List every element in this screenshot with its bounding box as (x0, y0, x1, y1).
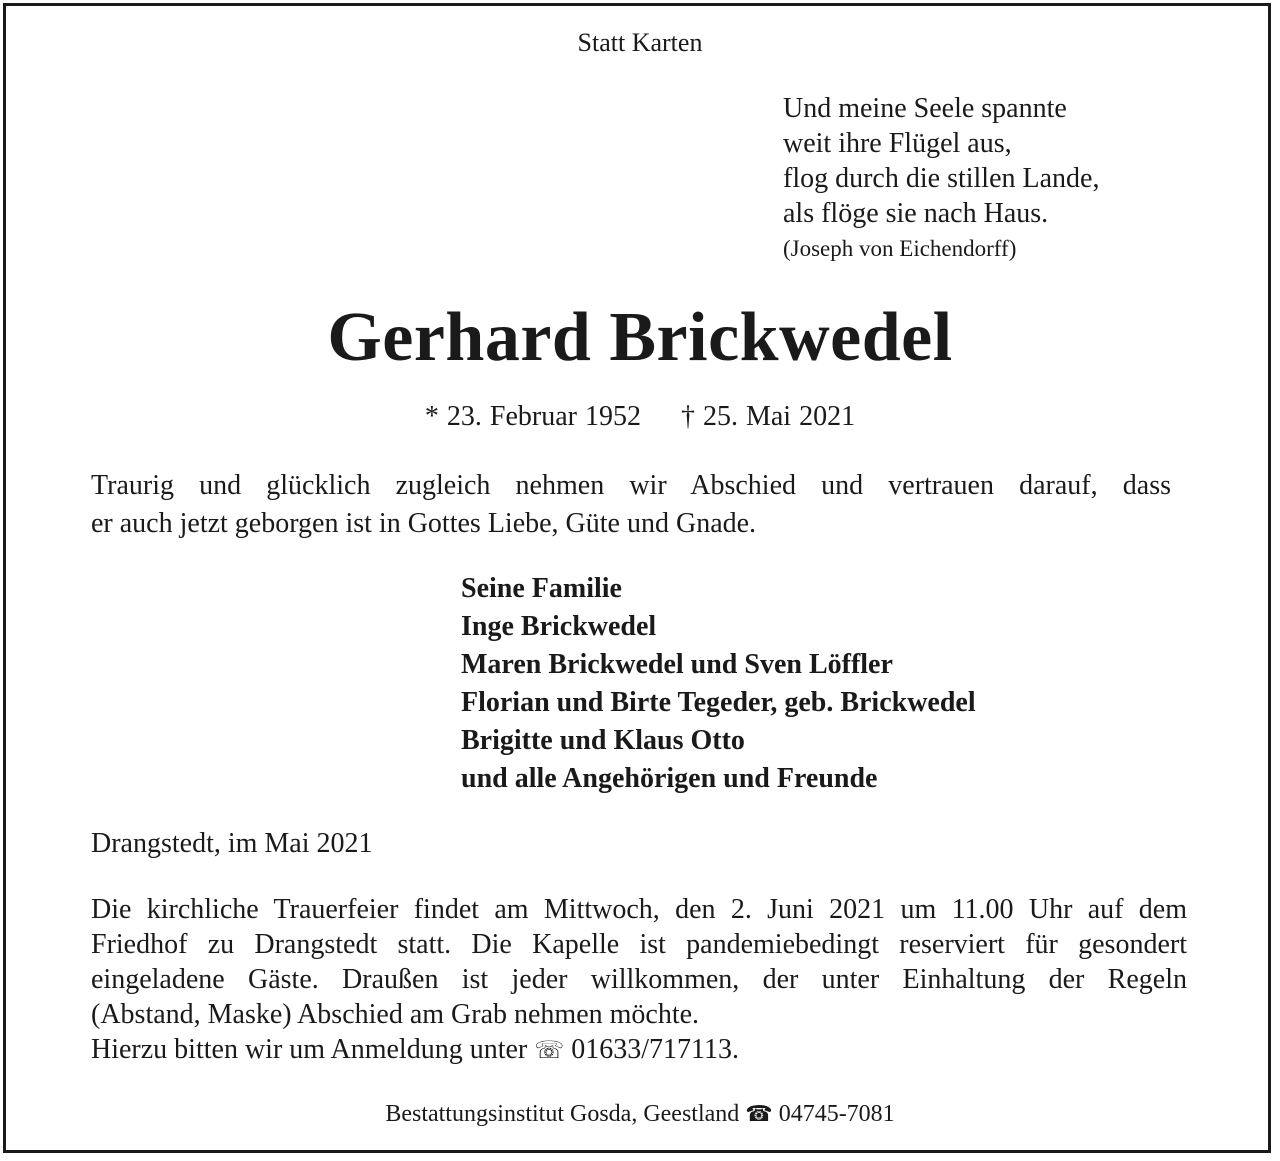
registration-line (91, 1032, 1187, 1069)
family-list (461, 570, 976, 798)
poem-quote (783, 91, 1099, 267)
funeral-home-phone: 04745-7081 (778, 1101, 895, 1127)
deceased-name: Gerhard Brickwedel (327, 299, 953, 376)
poem-line: flog durch die stillen Lande, (783, 163, 1100, 194)
place-date: Drangstedt, im Mai 2021 (91, 828, 373, 859)
notice-line: Friedhof zu Drangstedt statt. Die Kapelle ist pandemiebedingt reserviert für gesondert (91, 929, 1187, 960)
notice-line: (Abstand, Maske) Abschied am Grab nehmen möchte. (91, 999, 700, 1030)
intro-line: er auch jetzt geborgen ist in Gottes Liebe, Güte und Gnade. (91, 508, 757, 539)
poem-author: (Joseph von Eichendorff) (783, 236, 1017, 261)
intro-text (91, 467, 1171, 543)
death-date: † 25. Mai 2021 (680, 401, 856, 432)
registration-phone: 01633/717113. (571, 1034, 740, 1065)
phone-icon: ☏ (534, 1038, 565, 1064)
family-member: Inge Brickwedel (461, 611, 657, 642)
telephone-icon: ☎ (745, 1101, 773, 1126)
family-member: Seine Familie (461, 573, 622, 604)
funeral-home-footer (0, 1101, 1280, 1128)
funeral-notice (91, 892, 1187, 1069)
family-member: und alle Angehörigen und Freunde (461, 763, 878, 794)
family-member: Florian und Birte Tegeder, geb. Brickwedel (461, 687, 976, 718)
header-statt-karten: Statt Karten (577, 28, 703, 57)
poem-line: Und meine Seele spannte (783, 93, 1067, 124)
funeral-home-name: Bestattungsinstitut Gosda, Geestland (385, 1101, 740, 1127)
notice-line: Die kirchliche Trauerfeier findet am Mittwoch, den 2. Juni 2021 um 11.00 Uhr auf dem (91, 894, 1187, 925)
poem-line: weit ihre Flügel aus, (783, 128, 1012, 159)
registration-text: Hierzu bitten wir um Anmeldung unter (91, 1034, 528, 1065)
birth-date: * 23. Februar 1952 (424, 401, 641, 432)
intro-line: Traurig und glücklich zugleich nehmen wir Abschied und vertrauen darauf, dass (91, 470, 1171, 501)
family-member: Maren Brickwedel und Sven Löffler (461, 649, 893, 680)
life-dates (0, 401, 1280, 433)
poem-line: als flöge sie nach Haus. (783, 198, 1049, 229)
notice-line: eingeladene Gäste. Draußen ist jeder willkommen, der unter Einhaltung der Regeln (91, 964, 1187, 995)
family-member: Brigitte und Klaus Otto (461, 725, 745, 756)
